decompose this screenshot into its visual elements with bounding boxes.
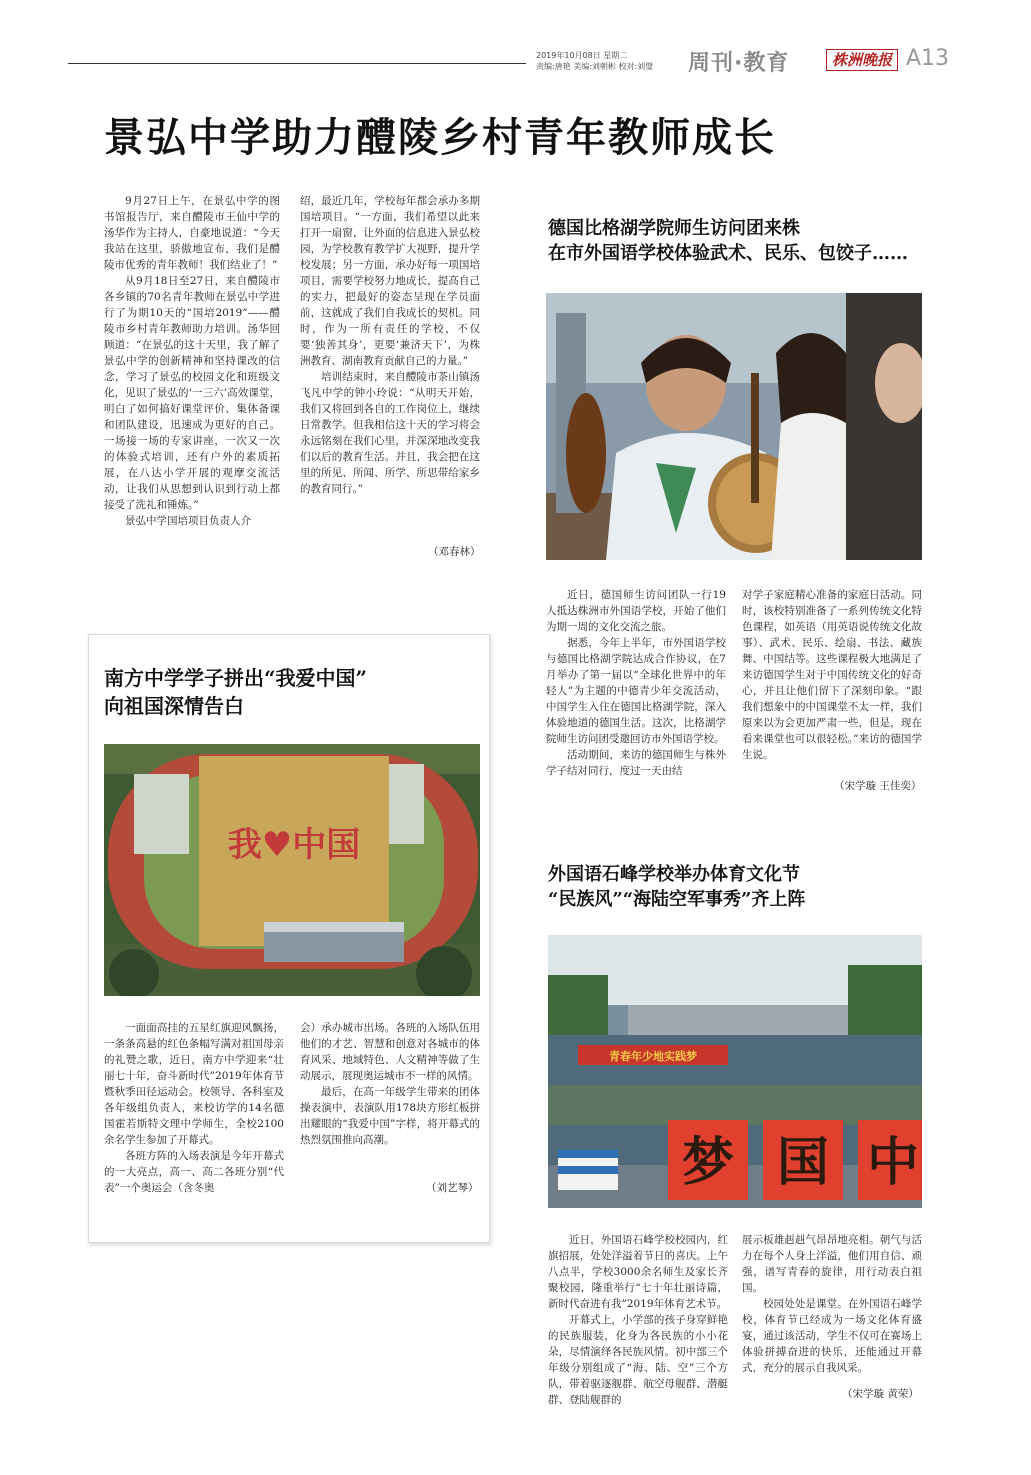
paragraph: 培训结束时，来自醴陵市茶山镇汤飞凡中学的钟小玲说：“从明天开始，我们又将回到各自的工作岗位上，继续日常教学。但我相信这十天的学习将会永远铭刻在我们心里，并深深地改变我们以后的教育生活。并且，我会把在这里的所见、所闻、所学、所思带给家乡的教育同行。” xyxy=(300,371,480,495)
stadium-formation-text: 我♥中国 xyxy=(227,825,361,865)
article3-column-1 xyxy=(104,1020,284,1196)
newspaper-logo: 株洲晚报 xyxy=(826,49,898,71)
article4-byline: （宋学璇 黄荣） xyxy=(842,1388,919,1400)
article3-headline xyxy=(104,664,367,720)
paragraph: 从9月18日至27日，来自醴陵市各乡镇的70名青年教师在景弘中学进行了为期10天的“国培2019”——醴陵市乡村青年教师助力培训。汤华回顾道：“在景弘的这十天里，我了解了景弘中学的创新精神和坚持课改的信念，学习了景弘的校园文化和班级文化，见识了景弘的‘一三六’高效课堂，明白了如何搞好课堂评价、集体备课和团队建设，迅速成为更好的自己。一场接一场的专家讲座，一次又一次的体验式培训，还有户外的素质拓展，在八达小学开展的观摩交流活动，让我们从思想到认识到行动上都接受了洗礼和锤炼。” xyxy=(104,275,280,511)
photo-char-3: 中 xyxy=(866,1132,920,1193)
paragraph: 绍，最近几年，学校每年都会承办多期国培项目。“一方面，我们希望以此来打开一扇窗，让外面的信息进入景弘校园，为学校教育教学扩大视野，提升学校发展；另一方面，承办好每一项国培项目，需要学校努力地成长，提高自己的实力，把最好的姿态呈现在学员面前，这就成了我们自我成长的契机。同时，作为一所有责任的学校，不仅要‘独善其身’，更要‘兼济天下’，为株洲教育、湖南教育贡献自己的力量。” xyxy=(300,195,480,367)
photo-banner-text: 青春年少地实践梦 xyxy=(609,1050,697,1063)
paragraph: 开幕式上，小学部的孩子身穿鲜艳的民族服装，化身为各民族的小小花朵，尽情演绎各民族风情。初中部三个年级分别组成了“海、陆、空”三个方队，带着驱逐舰群、航空母舰群、潜艇群、登陆舰群的 xyxy=(548,1314,728,1406)
article3-byline: （刘艺琴） xyxy=(426,1182,479,1194)
main-headline: 景弘中学助力醴陵乡村青年教师成长 xyxy=(104,115,776,161)
section-title: 周刊·教育 xyxy=(688,51,790,76)
paragraph: 一面面高挂的五星红旗迎风飘扬，一条条高悬的红色条幅写满对祖国母亲的礼赞之歌，近日，南方中学迎来“壮丽七十年，奋斗新时代”2019年体育节暨秋季田径运动会。校领导、各科室及各年级组负责人，来校访学的14名德国霍若斯特文理中学师生，全校2100余名学生参加了开幕式。 xyxy=(104,1022,284,1146)
page-number: A13 xyxy=(906,46,950,71)
paragraph: 9月27日上午，在景弘中学的图书馆报告厅，来自醴陵市王仙中学的汤华作为主持人，自豪地说道：“今天我站在这里，骄傲地宣布，我们是醴陵市优秀的青年教师！我们结业了！” xyxy=(104,195,280,271)
article2-headline xyxy=(548,216,908,266)
article1-byline: （邓春林） xyxy=(428,546,481,558)
headline-line-1: 外国语石峰学校举办体育文化节 xyxy=(548,864,800,885)
article1-column-1 xyxy=(104,193,280,529)
paragraph: 各班方阵的入场表演是今年开幕式的一大亮点，高一、高二各班分别“代表”一个奥运会（含冬奥 xyxy=(104,1150,284,1194)
header-editors: 责编:唐艳 美编:刘朝彬 校对:刘璧 xyxy=(536,62,654,71)
paragraph: 近日，德国师生访问团队一行19人抵达株洲市外国语学校，开始了他们为期一周的文化交流之旅。 xyxy=(546,589,726,633)
article1-column-2 xyxy=(300,193,480,497)
photo-german-students-pipa xyxy=(546,293,922,560)
article2-byline: （宋学璇 王佳奕） xyxy=(834,780,922,792)
paragraph: 对学子家庭精心准备的家庭日活动。同时，该校特别准备了一系列传统文化特色课程，如英语（用英语说传统文化故事）、武术、民乐、绘扇、书法、藏族舞、中国结等。这些课程极大地满足了来访德国学生对于中国传统文化的好奇心，并且让他们留下了深刻印象。“跟我们想象中的中国课堂不太一样，我们原来以为会更加严肃一些，但是，现在看来课堂也可以很轻松。”来访的德国学生说。 xyxy=(742,589,922,761)
article3-column-2 xyxy=(300,1020,480,1148)
article2-column-2 xyxy=(742,587,922,763)
header-rule xyxy=(68,63,526,64)
paragraph: 景弘中学国培项目负责人介 xyxy=(125,515,251,527)
paragraph: 据悉，今年上半年，市外国语学校与德国比格湖学院达成合作协议，在7月举办了第一届以“全球化世界中的年轻人”为主题的中德青少年交流活动，中国学生入住在德国比格湖学院，深入体验地道的德国生活。这次，比格湖学院师生访问团受邀回访市外国语学校。 xyxy=(546,637,726,745)
paragraph: 最后，在高一年级学生带来的团体操表演中，表演队用178块方形红板拼出耀眼的“我爱中国”字样，将开幕式的热烈氛围推向高潮。 xyxy=(300,1086,480,1146)
paragraph: 校园处处是课堂。在外国语石峰学校，体育节已经成为一场文化体育盛宴，通过该活动，学生不仅可在赛场上体验拼搏奋进的快乐，还能通过开幕式，充分的展示自我风采。 xyxy=(742,1298,922,1374)
photo-aerial-stadium xyxy=(104,744,480,996)
header-meta xyxy=(536,50,686,72)
paragraph: 会）承办城市出场。各班的入场队伍用他们的才艺、智慧和创意对各城市的体育风采、地域特色、人文精神等做了生动展示，展现奥运城市不一样的风情。 xyxy=(300,1022,480,1082)
headline-line-1: 德国比格湖学院师生访问团来株 xyxy=(548,218,800,239)
article4-column-1 xyxy=(548,1232,728,1408)
headline-line-2: 在市外国语学校体验武术、民乐、包饺子…… xyxy=(548,243,908,264)
headline-line-2: 向祖国深情告白 xyxy=(104,694,244,718)
article2-column-1 xyxy=(546,587,726,779)
article4-headline xyxy=(548,862,805,912)
paragraph: 活动期间，来访的德国师生与株外学子结对同行，度过一天由结 xyxy=(546,749,726,777)
article4-column-2 xyxy=(742,1232,922,1376)
photo-sports-festival xyxy=(548,935,922,1208)
photo-char-2: 国 xyxy=(776,1132,830,1193)
paragraph: 展示板雄赳赳气昂昂地亮相。朝气与活力在每个人身上洋溢，他们用自信、顽强，谱写青春的旋律，用行动表白祖国。 xyxy=(742,1234,922,1294)
header-date: 2019年10月08日 星期二 xyxy=(536,51,628,60)
headline-line-1: 南方中学学子拼出“我爱中国” xyxy=(104,666,368,690)
photo-char-1: 梦 xyxy=(681,1132,735,1193)
paragraph: 近日，外国语石峰学校校园内，红旗招展，处处洋溢着节日的喜庆。上午八点半，学校3000余名师生及家长齐聚校园，隆重举行“七十年壮丽诗篇，新时代奋进有我”2019年体育艺术节。 xyxy=(548,1234,728,1310)
headline-line-2: “民族风”“海陆空军事秀”齐上阵 xyxy=(548,889,806,910)
